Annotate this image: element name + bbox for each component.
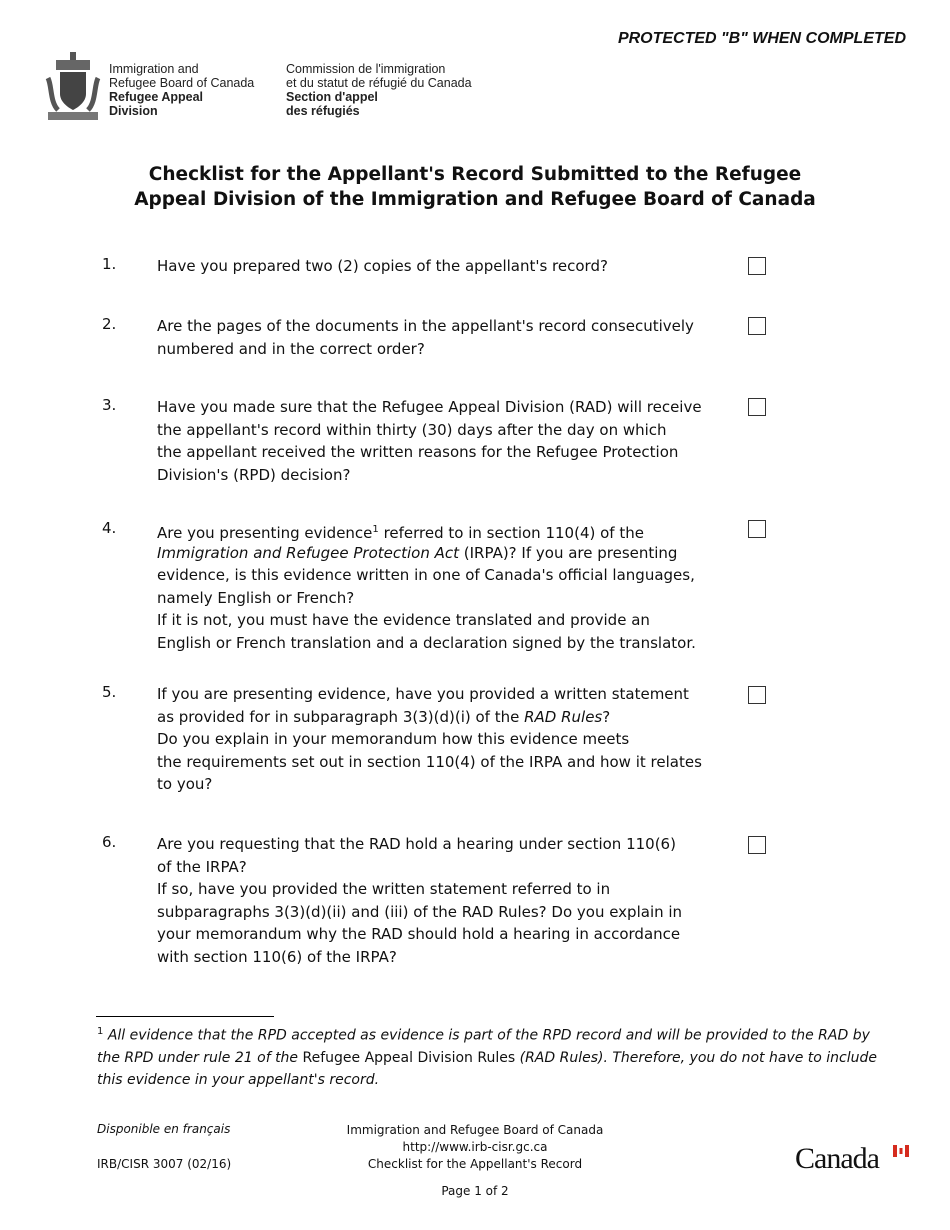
text-line: subparagraphs 3(3)(d)(ii) and (iii) of the RAD Rules? Do you explain in: [157, 902, 683, 921]
canada-flag-icon: [893, 1145, 909, 1157]
item-question: [157, 396, 702, 486]
text-line: English or French translation and a declaration signed by the translator.: [157, 633, 696, 652]
text-line: namely English or French?: [157, 588, 355, 607]
text-span: the RPD under rule 21 of the: [97, 1049, 303, 1066]
text-line: the appellant's record within thirty (30) days after the day on which: [157, 420, 667, 439]
text-line: Do you explain in your memorandum how this evidence meets: [157, 730, 630, 748]
text-span: as provided for in subparagraph 3(3)(d)(i) of the: [157, 707, 525, 726]
item-5-checkbox[interactable]: [748, 686, 766, 704]
text-span: Are you presenting evidence: [157, 524, 373, 542]
form-number: IRB/CISR 3007 (02/16): [97, 1157, 232, 1171]
text-line: the requirements set out in section 110(4) of the IRPA and how it relates: [157, 752, 702, 771]
text-span: (RAD Rules). Therefore, you do not have to include: [515, 1049, 878, 1066]
text-line: Have you made sure that the Refugee Appeal Division (RAD) will receive: [157, 398, 702, 416]
header-fr: [286, 62, 472, 118]
text-line: [157, 519, 696, 542]
text-line: Are the pages of the documents in the appellant's record consecutively: [157, 317, 694, 335]
text-line: to you?: [157, 775, 213, 793]
item-number: 1.: [102, 255, 117, 273]
footnote-mark: 1: [97, 1026, 104, 1037]
item-2-checkbox[interactable]: [748, 317, 766, 335]
item-6-checkbox[interactable]: [748, 836, 766, 854]
text-line: If you are presenting evidence, have you provided a written statement: [157, 685, 689, 703]
footer-doc-title: Checklist for the Appellant's Record: [367, 1157, 583, 1171]
org-name-fr-2: et du statut de réfugié du Canada: [286, 76, 472, 90]
rules-title: Refugee Appeal Division Rules: [302, 1049, 516, 1066]
header-en: [109, 62, 254, 118]
item-1-checkbox[interactable]: [748, 257, 766, 275]
text-line: of the IRPA?: [157, 857, 247, 876]
item-4-checkbox[interactable]: [748, 520, 766, 538]
french-availability: Disponible en français: [97, 1122, 231, 1136]
rules-title: RAD Rules: [524, 707, 603, 726]
footer-center: [300, 1122, 650, 1200]
item-3-checkbox[interactable]: [748, 398, 766, 416]
text-line: numbered and in the correct order?: [157, 339, 425, 358]
text-span: All evidence that the RPD accepted as evidence is part of the RPD record and will be provided to the RAD by: [107, 1027, 870, 1044]
page-number: Page 1 of 2: [441, 1184, 509, 1198]
item-question: [157, 519, 696, 654]
text-line: If it is not, you must have the evidence translated and provide an: [157, 611, 650, 629]
item-question: [157, 683, 702, 796]
item-number: 5.: [102, 683, 117, 701]
division-name-fr: Section d'appel: [286, 90, 378, 104]
item-question: [157, 255, 608, 278]
text-line: with section 110(6) of the IRPA?: [157, 947, 397, 966]
coat-of-arms-icon: [44, 52, 102, 124]
text-span: (IRPA)? If you are presenting: [459, 543, 678, 562]
protected-label: PROTECTED "B" WHEN COMPLETED: [617, 30, 906, 47]
division-name-en-2: Division: [109, 104, 158, 118]
text-line: Are you requesting that the RAD hold a hearing under section 110(6): [157, 835, 676, 853]
text-line: the appellant received the written reasons for the Refugee Protection: [157, 443, 679, 461]
text-span: referred to in section 110(4) of the: [378, 524, 644, 542]
text-line: your memorandum why the RAD should hold a hearing in accordance: [157, 925, 681, 943]
footer-org: Immigration and Refugee Board of Canada: [346, 1123, 604, 1137]
footnote-divider: [96, 1016, 274, 1017]
title-line: Appeal Division of the Immigration and Refugee Board of Canada: [134, 189, 816, 210]
act-title: Immigration and Refugee Protection Act: [157, 543, 460, 562]
division-name-fr-2: des réfugiés: [286, 104, 360, 118]
item-number: 2.: [102, 315, 117, 333]
division-name-en: Refugee Appeal: [109, 90, 204, 104]
text-span: ?: [602, 707, 611, 726]
footnote: [97, 1021, 877, 1091]
item-number: 4.: [102, 519, 117, 537]
item-question: [157, 833, 682, 968]
canada-wordmark: Canada: [795, 1142, 879, 1175]
text-line: [157, 542, 696, 565]
text-line: Have you prepared two (2) copies of the appellant's record?: [157, 257, 608, 275]
footer-url[interactable]: http://www.irb-cisr.gc.ca: [402, 1140, 548, 1154]
item-question: [157, 315, 694, 360]
text-line: Division's (RPD) decision?: [157, 465, 351, 484]
item-number: 6.: [102, 833, 117, 851]
text-line: [157, 706, 702, 729]
item-number: 3.: [102, 396, 117, 414]
org-name-en-2: Refugee Board of Canada: [109, 76, 255, 90]
text-span: this evidence in your appellant's record.: [97, 1071, 380, 1088]
footnote-ref: 1: [372, 524, 379, 535]
org-name-fr: Commission de l'immigration: [286, 62, 446, 76]
title-line: Checklist for the Appellant's Record Submitted to the Refugee: [148, 164, 802, 185]
page-title: [100, 162, 850, 212]
text-line: evidence, is this evidence written in one of Canada's official languages,: [157, 566, 695, 584]
text-line: If so, have you provided the written statement referred to in: [157, 880, 611, 898]
org-name-en: Immigration and: [109, 62, 199, 76]
